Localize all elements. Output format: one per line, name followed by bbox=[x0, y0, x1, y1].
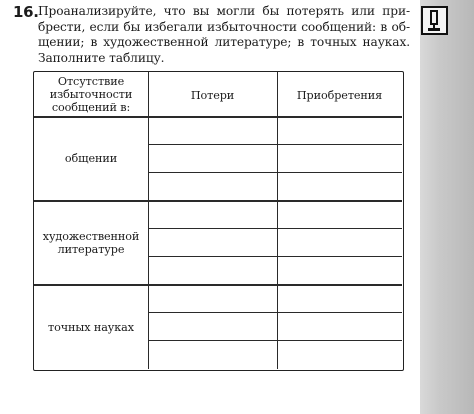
answer-cell-losses-exact-sciences[interactable] bbox=[149, 286, 276, 368]
row-label-exact-sciences bbox=[34, 321, 148, 334]
header-cell-gains: Приобретения bbox=[296, 89, 383, 102]
header-line: сообщений в: bbox=[51, 101, 131, 114]
row-label-line: точных науках bbox=[48, 321, 134, 334]
answer-cell-losses-communication[interactable] bbox=[149, 118, 276, 200]
task-instructions bbox=[38, 4, 410, 66]
row-label-line: общении bbox=[64, 152, 118, 165]
answer-cell-gains-communication[interactable] bbox=[278, 118, 402, 200]
page-margin-shadow bbox=[420, 0, 474, 414]
header-cell-losses: Потери bbox=[190, 89, 235, 102]
task-line: Проанализируйте, что вы могли бы потерять или при- bbox=[38, 4, 410, 18]
test-tube-icon bbox=[421, 6, 448, 35]
answer-cell-gains-fiction[interactable] bbox=[278, 202, 402, 284]
task-line: Заполните таблицу. bbox=[38, 50, 165, 65]
row-label-line: литературе bbox=[57, 243, 125, 256]
row-label-line: художественной bbox=[42, 230, 140, 243]
task-number: 16. bbox=[13, 3, 39, 21]
answer-table bbox=[33, 71, 404, 371]
answer-cell-gains-exact-sciences[interactable] bbox=[278, 286, 402, 368]
task-line: щении; в художественной литературе; в точных науках. bbox=[38, 35, 410, 49]
row-label-fiction bbox=[34, 230, 148, 256]
header-cell-absence bbox=[34, 75, 148, 114]
answer-cell-losses-fiction[interactable] bbox=[149, 202, 276, 284]
header-line: Отсутствие bbox=[57, 75, 125, 88]
task-line: брести, если бы избегали избыточности сообщений: в об- bbox=[38, 19, 410, 34]
row-label-communication bbox=[34, 152, 148, 165]
header-line: избыточности bbox=[49, 88, 133, 101]
